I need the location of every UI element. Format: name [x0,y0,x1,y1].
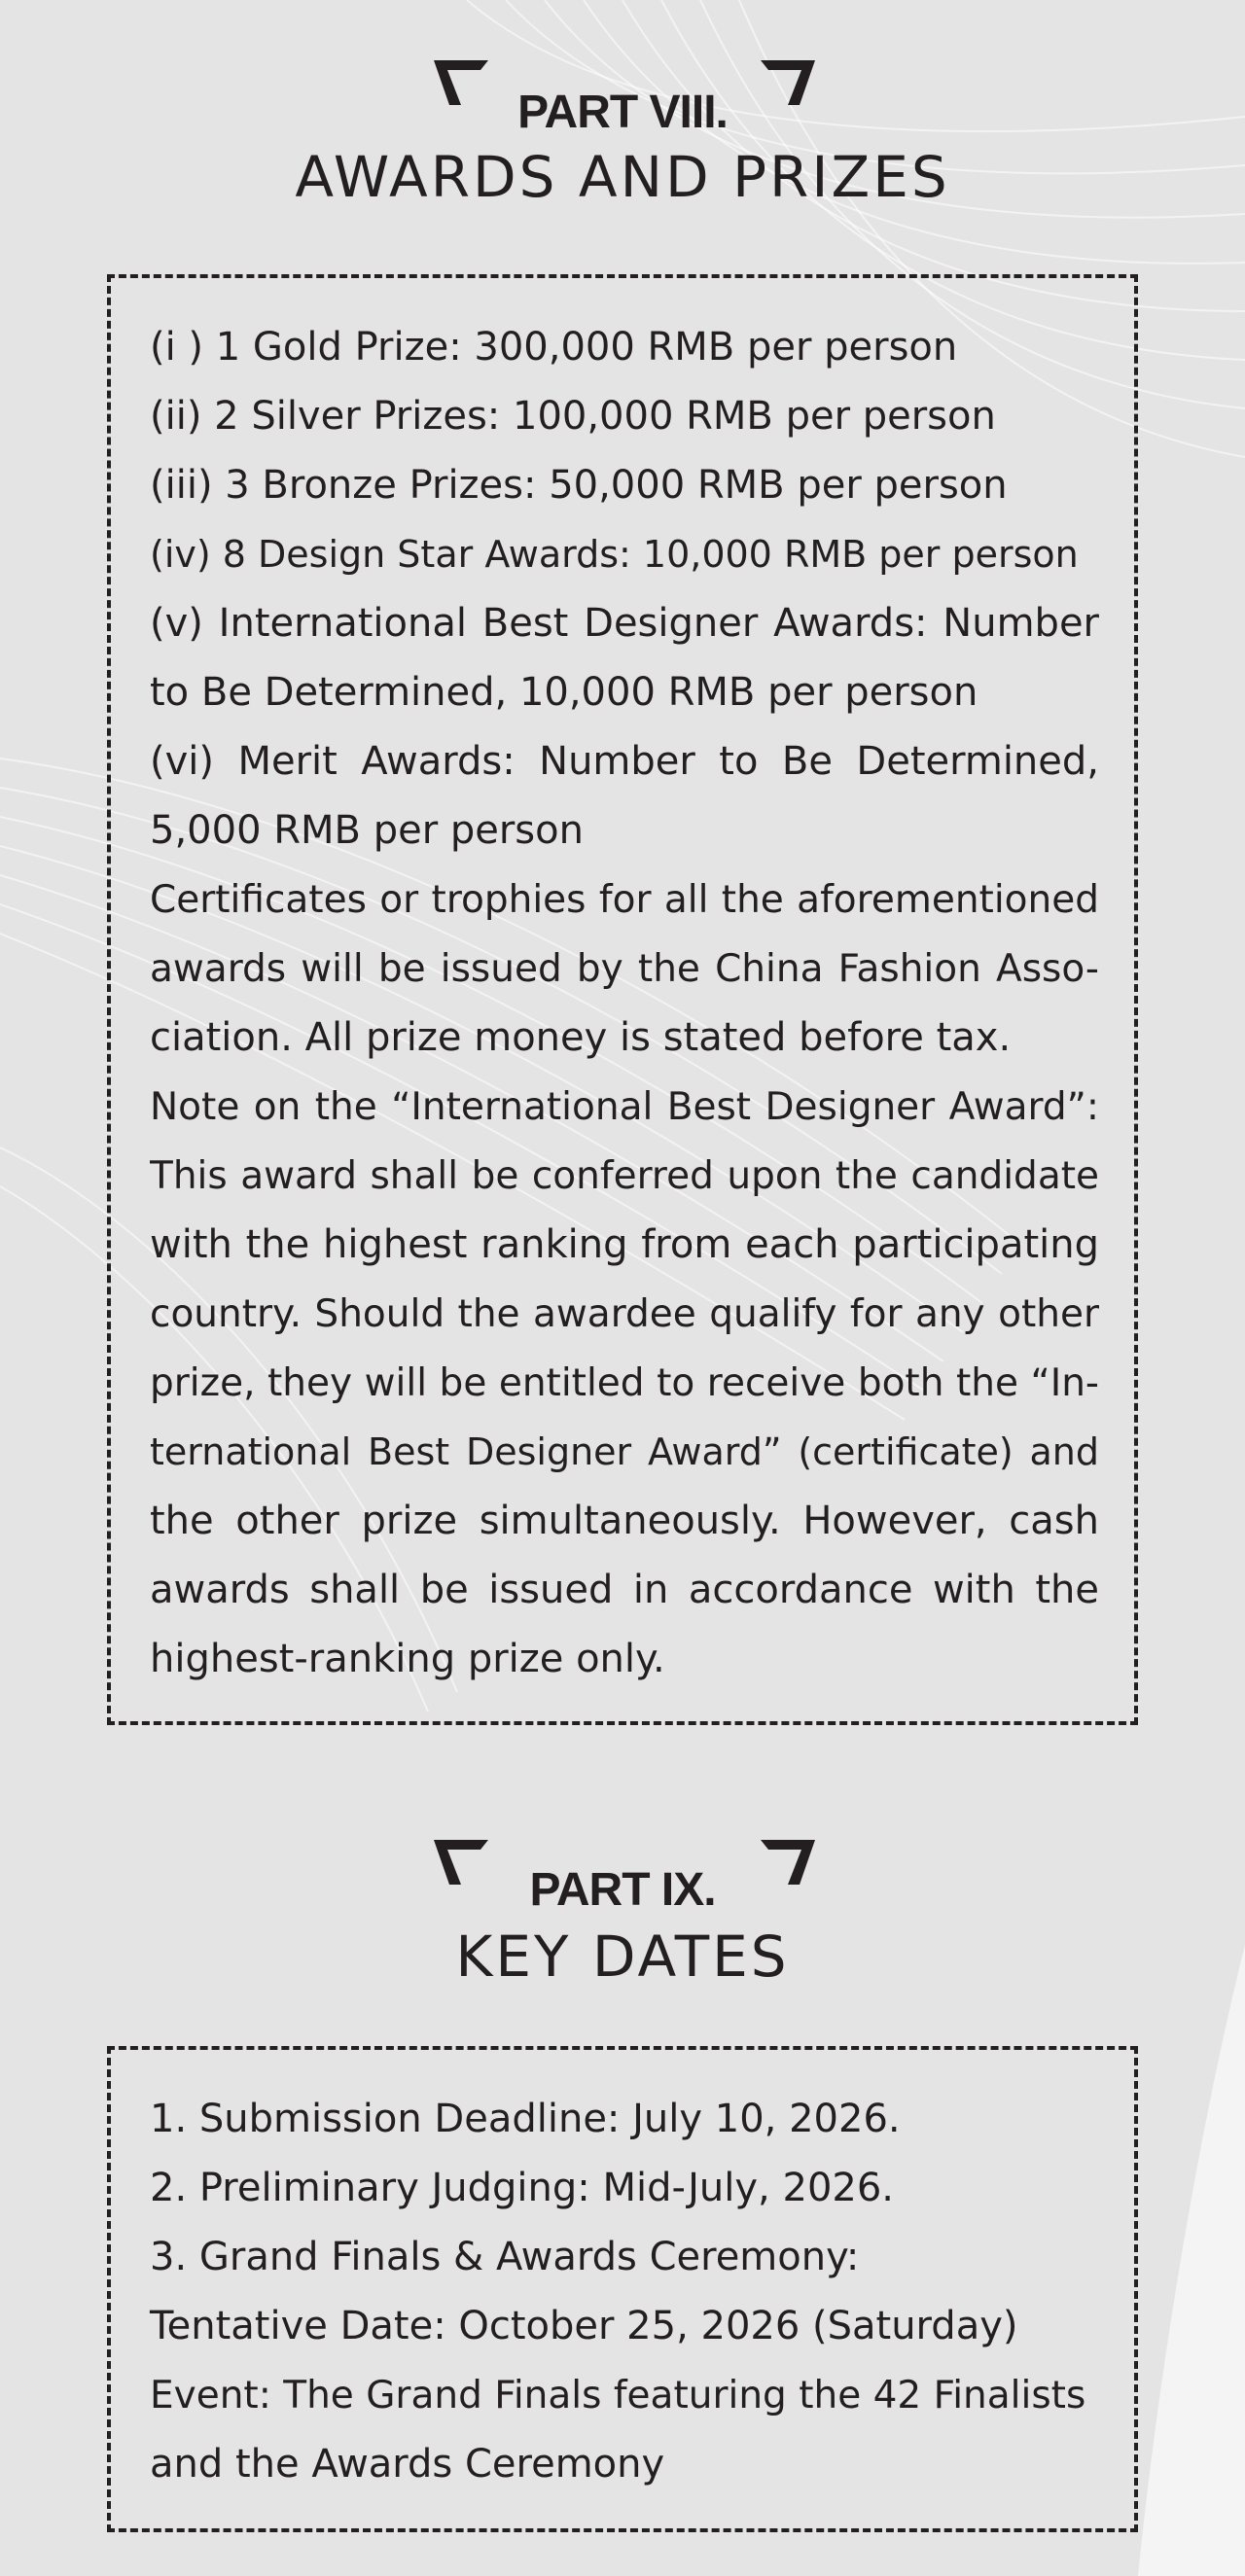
text-line: and the Awards Ceremony [150,2442,665,2487]
part-label: PART IX. [529,1864,716,1916]
text-line: This award shall be conferred upon the candidate [150,1154,1099,1198]
text-line: the other prize simultaneously. However, cash [150,1499,1099,1543]
text-line: 5,000 RMB per person [150,808,584,853]
text-line: ternational Best Designer Award” (certificate) and [150,1430,1099,1473]
text-line: (iii) 3 Bronze Prizes: 50,000 RMB per person [150,463,1008,508]
awards-text [150,313,1099,1694]
key-dates-box [107,2046,1138,2532]
awards-box [107,274,1138,1725]
section-header-key-dates [0,1799,1245,2023]
text-line: country. Should the awardee qualify for any other [150,1292,1099,1336]
text-line: (iv) 8 Design Star Awards: 10,000 RMB per person [150,533,1079,576]
part-label: PART VIII. [517,87,728,138]
text-line: (ii) 2 Silver Prizes: 100,000 RMB per person [150,394,996,439]
section-title: KEY DATES [455,1923,790,1990]
key-dates-text [150,2085,1099,2499]
text-line: (i ) 1 Gold Prize: 300,000 RMB per person [150,325,958,370]
text-line: ciation. All prize money is stated before tax. [150,1015,1012,1060]
text-line: Event: The Grand Finals featuring the 42 Finalists [150,2374,1086,2417]
text-line: 1. Submission Deadline: July 10, 2026. [150,2097,901,2141]
text-line: (v) International Best Designer Awards: Number [150,601,1099,646]
text-line: Note on the “International Best Designer Award”: [150,1085,1099,1129]
text-line: 3. Grand Finals & Awards Ceremony: [150,2235,860,2279]
text-line: with the highest ranking from each participating [150,1222,1099,1267]
text-line: awards will be issued by the China Fashion Asso- [150,947,1099,991]
text-line: Certificates or trophies for all the aforementioned [150,878,1099,922]
text-line: awards shall be issued in accordance with the [150,1568,1099,1612]
text-line: to Be Determined, 10,000 RMB per person [150,670,978,715]
section-header-awards [0,0,1245,224]
section-title: AWARDS AND PRIZES [295,144,950,210]
text-line: prize, they will be entitled to receive both the “In- [150,1361,1099,1405]
text-line: (vi) Merit Awards: Number to Be Determined, [150,739,1099,784]
text-line: Tentative Date: October 25, 2026 (Saturday) [150,2304,1018,2348]
text-line: highest-ranking prize only. [150,1637,665,1681]
text-line: 2. Preliminary Judging: Mid-July, 2026. [150,2166,894,2210]
